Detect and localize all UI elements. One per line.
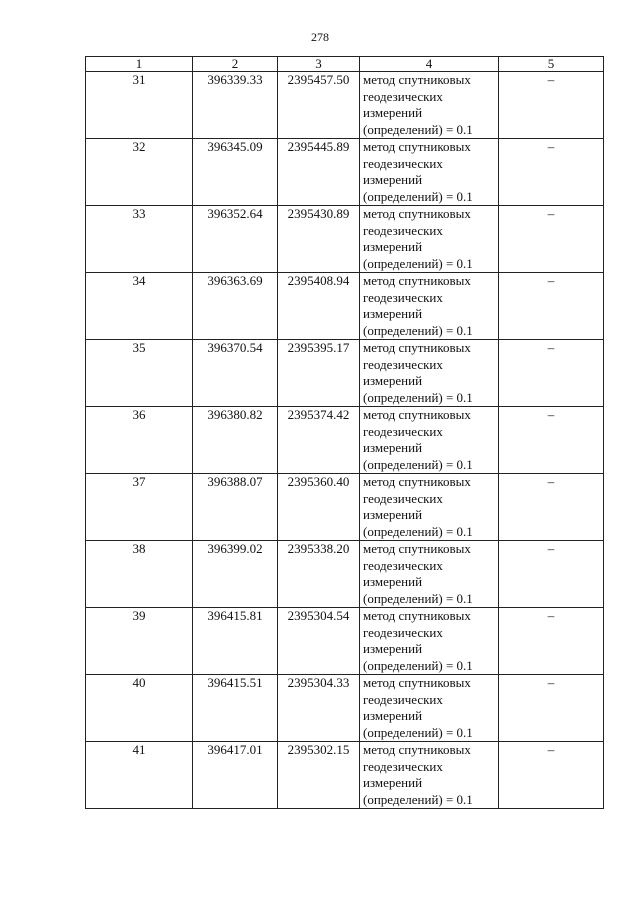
table-row	[86, 407, 604, 474]
point-number-cell: 40	[86, 675, 193, 742]
method-cell	[360, 72, 499, 139]
table-row	[86, 72, 604, 139]
x-coordinate-cell: 396417.01	[193, 742, 278, 809]
method-line: метод спутниковых	[363, 340, 471, 355]
method-line: метод спутниковых	[363, 407, 471, 422]
note-cell: –	[499, 742, 604, 809]
method-line: геодезических	[363, 758, 443, 774]
note-cell: –	[499, 407, 604, 474]
method-line: измерений	[363, 440, 423, 455]
method-line: метод спутниковых	[363, 206, 471, 221]
y-coordinate-cell: 2395304.54	[278, 608, 360, 675]
x-coordinate-cell: 396345.09	[193, 139, 278, 206]
table-row	[86, 742, 604, 809]
x-coordinate-cell: 396339.33	[193, 72, 278, 139]
note-cell: –	[499, 474, 604, 541]
x-coordinate-cell: 396415.51	[193, 675, 278, 742]
method-line: измерений	[363, 239, 423, 254]
point-number-cell: 34	[86, 273, 193, 340]
method-cell	[360, 407, 499, 474]
method-line: геодезических	[363, 289, 443, 305]
column-header-1: 1	[86, 57, 193, 72]
method-cell	[360, 541, 499, 608]
page-number: 278	[311, 30, 329, 44]
table-row	[86, 273, 604, 340]
y-coordinate-cell: 2395395.17	[278, 340, 360, 407]
y-coordinate-cell: 2395304.33	[278, 675, 360, 742]
x-coordinate-cell: 396370.54	[193, 340, 278, 407]
method-line: геодезических	[363, 691, 443, 707]
note-cell: –	[499, 608, 604, 675]
method-line: геодезических	[363, 490, 443, 506]
y-coordinate-cell: 2395408.94	[278, 273, 360, 340]
x-coordinate-cell: 396415.81	[193, 608, 278, 675]
table-body	[86, 72, 604, 809]
note-cell: –	[499, 206, 604, 273]
note-cell: –	[499, 139, 604, 206]
point-number-cell: 36	[86, 407, 193, 474]
method-cell	[360, 206, 499, 273]
method-line: геодезических	[363, 624, 443, 640]
method-cell	[360, 675, 499, 742]
method-line: метод спутниковых	[363, 541, 471, 556]
note-cell: –	[499, 273, 604, 340]
method-line: измерений	[363, 306, 423, 321]
x-coordinate-cell: 396380.82	[193, 407, 278, 474]
column-header-5: 5	[499, 57, 604, 72]
method-line: (определений) = 0.1	[363, 456, 473, 472]
note-cell: –	[499, 72, 604, 139]
table-row	[86, 139, 604, 206]
column-header-4: 4	[360, 57, 499, 72]
point-number-cell: 35	[86, 340, 193, 407]
table-row	[86, 608, 604, 675]
method-line: (определений) = 0.1	[363, 121, 473, 137]
method-line: метод спутниковых	[363, 273, 471, 288]
note-cell: –	[499, 541, 604, 608]
method-line: геодезических	[363, 423, 443, 439]
method-line: геодезических	[363, 88, 443, 104]
y-coordinate-cell: 2395457.50	[278, 72, 360, 139]
x-coordinate-cell: 396352.64	[193, 206, 278, 273]
method-cell	[360, 139, 499, 206]
method-line: метод спутниковых	[363, 742, 471, 757]
method-line: (определений) = 0.1	[363, 590, 473, 606]
method-line: (определений) = 0.1	[363, 255, 473, 271]
point-number-cell: 38	[86, 541, 193, 608]
method-line: (определений) = 0.1	[363, 389, 473, 405]
method-line: измерений	[363, 641, 423, 656]
method-line: измерений	[363, 708, 423, 723]
y-coordinate-cell: 2395430.89	[278, 206, 360, 273]
y-coordinate-cell: 2395338.20	[278, 541, 360, 608]
method-cell	[360, 273, 499, 340]
method-line: геодезических	[363, 155, 443, 171]
point-number-cell: 41	[86, 742, 193, 809]
method-line: измерений	[363, 574, 423, 589]
method-line: измерений	[363, 507, 423, 522]
table-row	[86, 206, 604, 273]
method-line: (определений) = 0.1	[363, 322, 473, 338]
x-coordinate-cell: 396399.02	[193, 541, 278, 608]
method-line: измерений	[363, 775, 423, 790]
column-header-2: 2	[193, 57, 278, 72]
method-cell	[360, 474, 499, 541]
method-line: (определений) = 0.1	[363, 188, 473, 204]
method-cell	[360, 742, 499, 809]
table-row	[86, 675, 604, 742]
y-coordinate-cell: 2395374.42	[278, 407, 360, 474]
method-line: геодезических	[363, 356, 443, 372]
method-line: измерений	[363, 172, 423, 187]
method-line: метод спутниковых	[363, 675, 471, 690]
method-line: (определений) = 0.1	[363, 724, 473, 740]
method-line: метод спутниковых	[363, 139, 471, 154]
method-line: геодезических	[363, 557, 443, 573]
table-header-row	[86, 57, 604, 72]
method-line: (определений) = 0.1	[363, 657, 473, 673]
method-line: измерений	[363, 105, 423, 120]
point-number-cell: 31	[86, 72, 193, 139]
method-line: измерений	[363, 373, 423, 388]
point-number-cell: 37	[86, 474, 193, 541]
method-line: метод спутниковых	[363, 608, 471, 623]
point-number-cell: 33	[86, 206, 193, 273]
y-coordinate-cell: 2395360.40	[278, 474, 360, 541]
column-header-3: 3	[278, 57, 360, 72]
table-row	[86, 340, 604, 407]
method-line: (определений) = 0.1	[363, 523, 473, 539]
y-coordinate-cell: 2395445.89	[278, 139, 360, 206]
method-cell	[360, 340, 499, 407]
method-line: метод спутниковых	[363, 72, 471, 87]
y-coordinate-cell: 2395302.15	[278, 742, 360, 809]
point-number-cell: 39	[86, 608, 193, 675]
table-row	[86, 474, 604, 541]
coordinates-table	[85, 56, 604, 809]
method-line: метод спутниковых	[363, 474, 471, 489]
note-cell: –	[499, 340, 604, 407]
point-number-cell: 32	[86, 139, 193, 206]
method-line: геодезических	[363, 222, 443, 238]
note-cell: –	[499, 675, 604, 742]
x-coordinate-cell: 396363.69	[193, 273, 278, 340]
table-row	[86, 541, 604, 608]
method-cell	[360, 608, 499, 675]
x-coordinate-cell: 396388.07	[193, 474, 278, 541]
method-line: (определений) = 0.1	[363, 791, 473, 807]
